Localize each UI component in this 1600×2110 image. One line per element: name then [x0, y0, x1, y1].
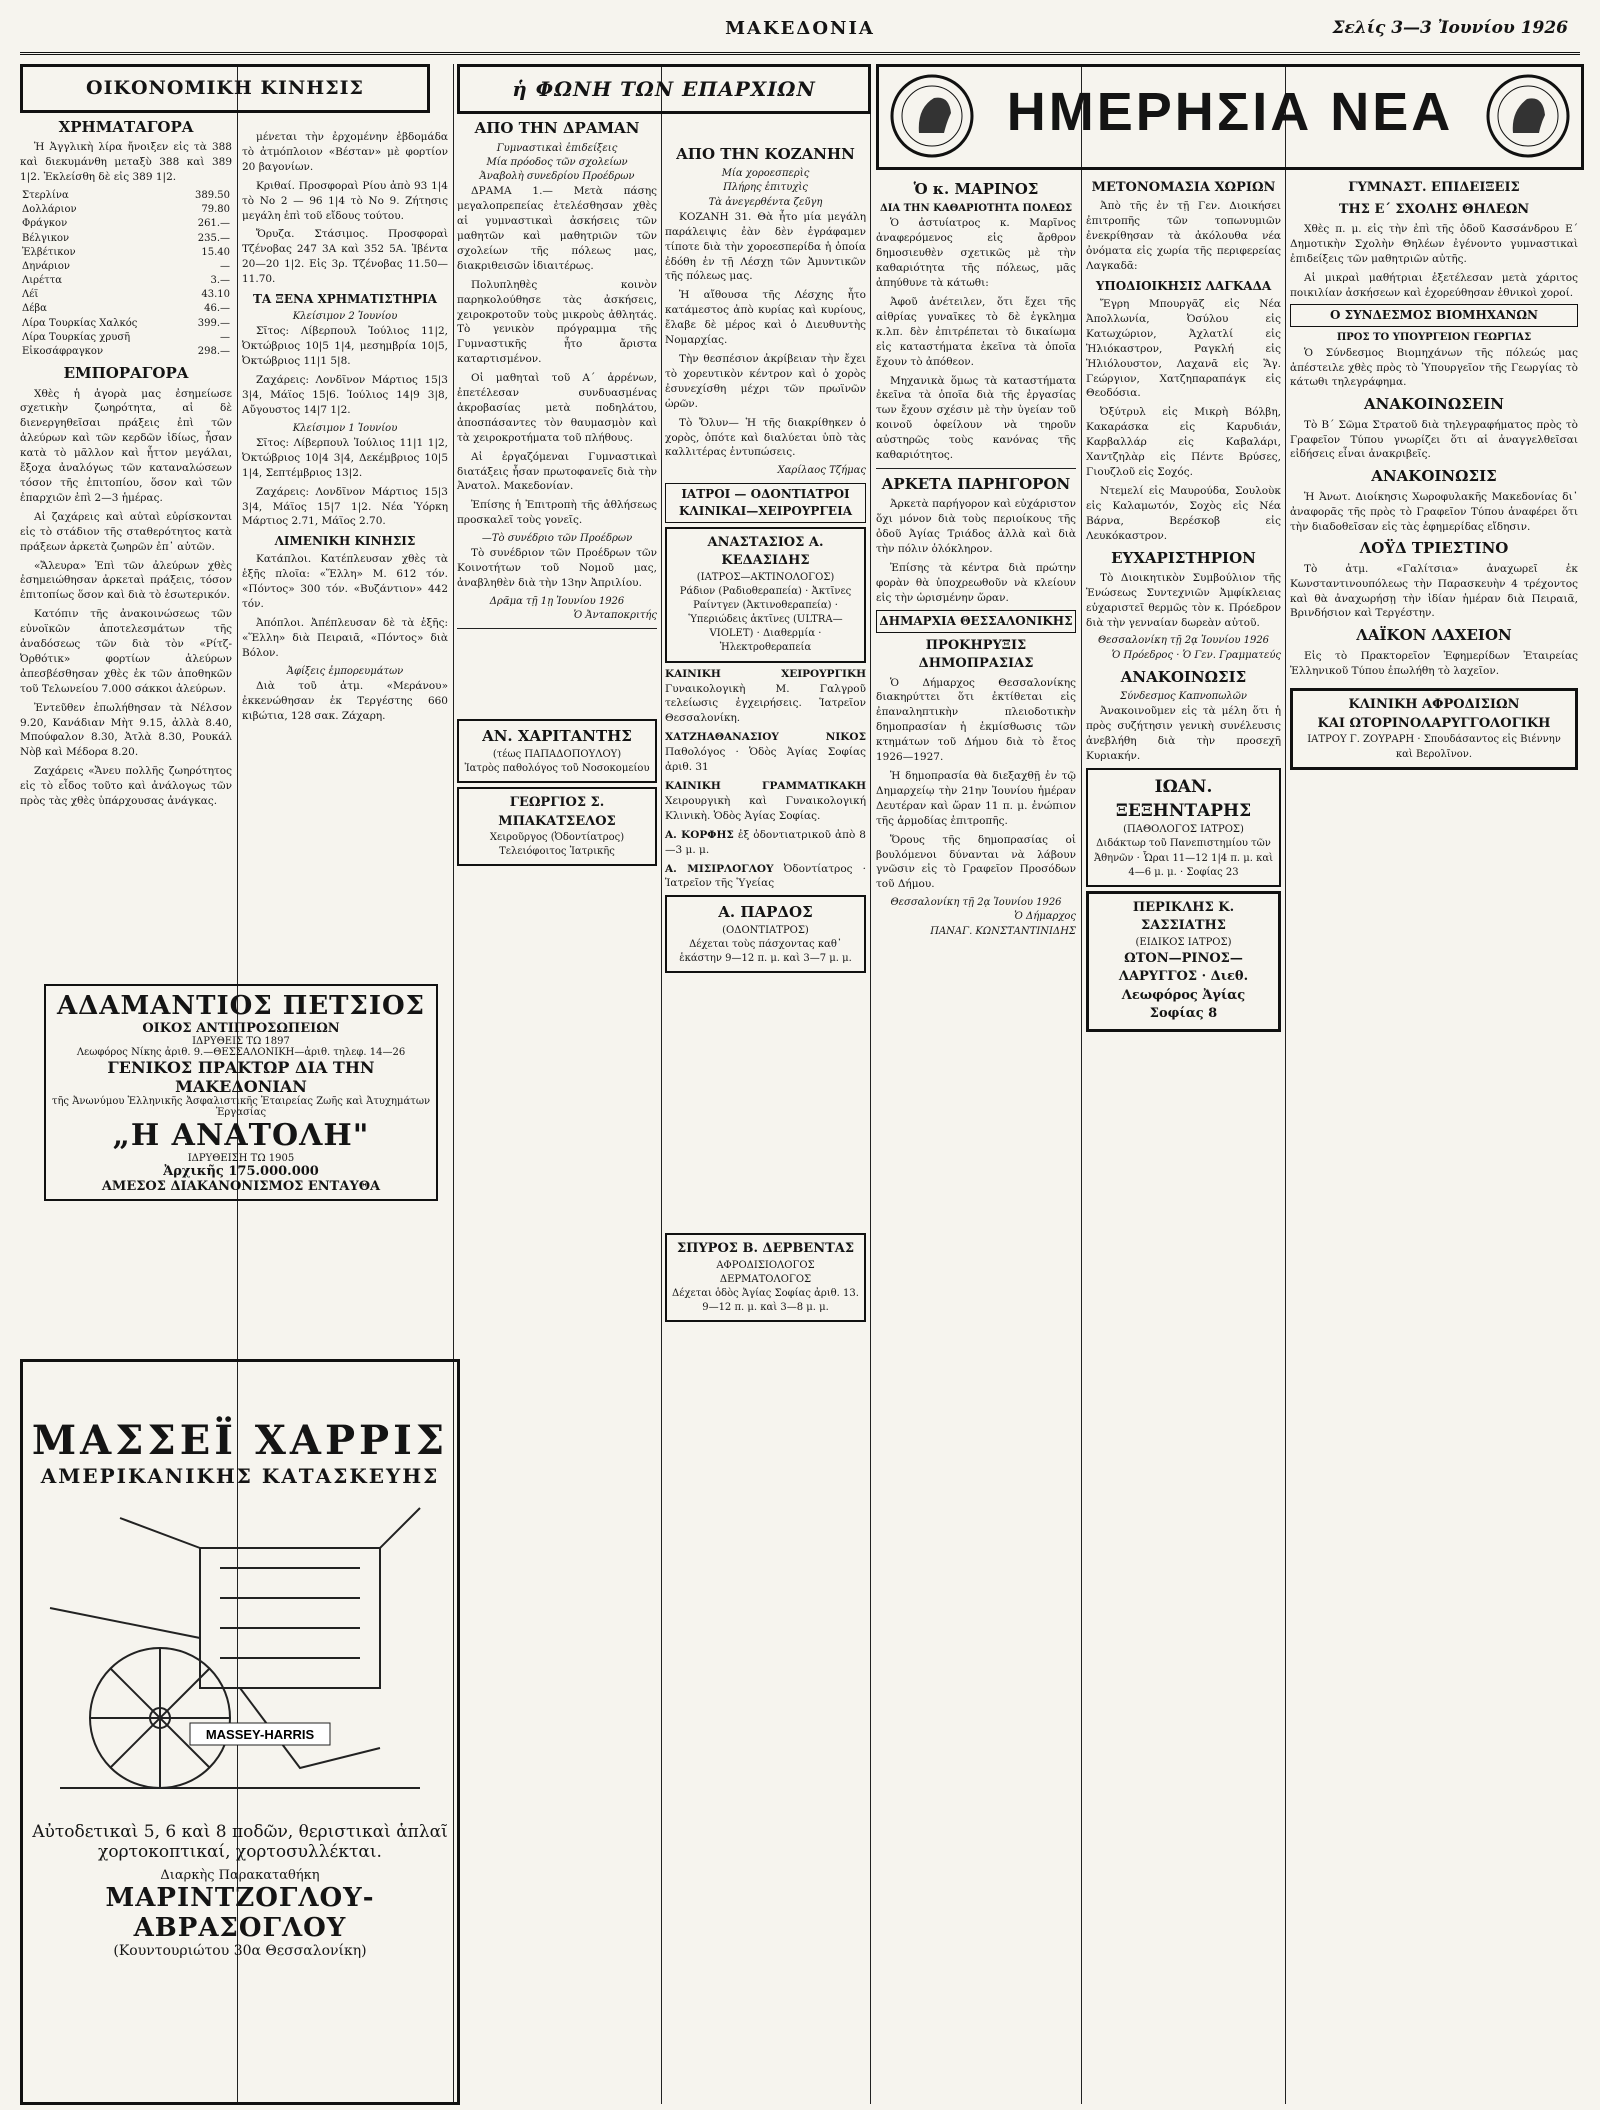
subheading: Κλείσιμον 1 Ἰουνίου [292, 422, 398, 434]
dateline: Δρᾶμα τῇ 1ῃ Ἰουνίου 1926 [489, 596, 625, 608]
article-paragraph: Ἡ δημοπρασία θὰ διεξαχθῇ ἐν τῷ Δημαρχείῳ τὴν 21ην Ἰουνίου ἡμέραν Δευτέραν καὶ ὥραν 11 π. μ. ἐνώπιον τῆς ἁρμοδίας ἐπιτροπῆς. [876, 770, 1076, 827]
ad-line: (ΠΑΘΟΛΟΓΟΣ ΙΑΤΡΟΣ) [1123, 824, 1244, 836]
exchange-rate-row [20, 217, 232, 231]
article-paragraph: Ντεμελί εἰς Μαυρούδα, Σουλοὺκ εἰς Καλαμωτόν, Σοχὸς εἰς Νέα Βάρνα, Βερέσκοβ εἰς Λευκόκαστρον. [1086, 484, 1281, 542]
subheading: Ἀφίξεις ἐμπορευμάτων [286, 665, 404, 677]
exchange-rate-row [20, 274, 232, 288]
ad-line: (τέως ΠΑΠΑΔΟΠΟΥΛΟΥ) [492, 748, 622, 760]
article-paragraph: Ἀνακοινοῦμεν εἰς τὰ μέλη ὅτι ἡ πρὸς συζήτησιν γενικὴ συνέλευσις ἀνεβλήθη διὰ τὴν προσεχῆ Κυριακήν. [1086, 705, 1281, 763]
article-paragraph: Τὴν θεσπέσιον ἀκρίβειαν τὴν ἔχει τὸ χορευτικὸν κέντρον καὶ ὁ χορὸς ἐσυνεχίσθη μέχρι τῶν πρωϊνῶν ὡρῶν. [665, 353, 866, 410]
currency-name: Δολλάριον [22, 204, 77, 216]
ad-line: Ράδιον (Ραδιοθεραπεία) · Ἀκτῖνες Ραίντγεν (Ἀκτινοθεραπεία) · Ὑπεριώδεις ἀκτῖνες (ULTRA—VIOLET) · Διαθερμία · Ἠλεκτροθεραπεία [679, 585, 852, 654]
article-paragraph: Ἀρκετὰ παρήγορον καὶ εὐχάριστον ὅχι μόνον διὰ τοὺς περιοίκους τῆς ὁδοῦ Ἀγίας Τριάδος ἀλλὰ καὶ διὰ τὴν πόλιν ὁλόκληρον. [876, 498, 1076, 555]
currency-rate: 261.— [197, 218, 230, 230]
headline-commodity-market: ΕΜΠΟΡΑΓΟΡΑ [63, 364, 189, 383]
bullet: Μία πρόοδος τῶν σχολείων [486, 156, 628, 168]
ad-line: Δέχεται ὁδὸς Ἀγίας Σοφίας ἀριθ. 13. 9—12 π. μ. καὶ 3—8 μ. μ. [672, 1288, 859, 1314]
ad-line: Διαρκὴς Παρακαταθήκη [160, 1868, 320, 1883]
ad-title: ΠΕΡΙΚΛΗΣ Κ. ΣΑΣΣΙΑΤΗΣ [1132, 899, 1235, 934]
masthead-title: ΜΑΚΕΔΟΝΙΑ [725, 18, 875, 39]
ad-doctor [665, 895, 866, 973]
article-paragraph: Ὀξύτρυλ εἰς Μικρὴ Βόλβη, Κακαράσκα εἰς Καρυδιάν, Καρβαλλάρ εἰς Καβαλάρι, Χαντζηλὰρ εἰς Πέντε Βρύσες, Γιουζλοῦ εἰς Σοχός. [1086, 406, 1281, 478]
signature: Ὁ Δήμαρχος [1014, 911, 1076, 923]
dateline: Θεσσαλονίκη τῇ 2ᾳ Ἰουνίου 1926 [890, 897, 1062, 909]
ad-line: ΟΙΚΟΣ ΑΝΤΙΠΡΟΣΩΠΕΙΩΝ [142, 1021, 340, 1036]
article-paragraph: Αἱ ἐργαζόμεναι Γυμναστικαὶ διατάξεις ἦσαν πρωτοφανεῖς διὰ τὴν Ἀνατολ. Μακεδονίαν. [457, 450, 657, 493]
article-paragraph: Πολυπληθὲς κοινὸν παρηκολούθησε τὰς ἀσκήσεις, χειροκροτοῦν τοὺς μικροὺς ἀθλητάς. Τὸ γενικὸν πρόγραμμα τῆς Γυμναστικῆς ἦτο ἄριστα καταρτισμένον. [457, 278, 657, 366]
ad-listing: ΚΑΙΝΙΚΗ ΓΡΑΜΜΑΤΙΚΑΚΗ Χειρουργικὴ καὶ Γυναικολογική Κλινικὴ. Ὁδὸς Ἀγίας Σοφίας. [665, 779, 866, 822]
article-paragraph: μένεται τὴν ἐρχομένην ἑβδομάδα τὸ ἀτμόπλοιον «Βέσταν» μὲ φορτίον 20 βαγονίων. [242, 131, 448, 173]
masthead-date: Σελίς 3—3 Ἰουνίου 1926 [1332, 18, 1568, 38]
column-rule [1081, 64, 1082, 2104]
ad-line: ΓΕΝΙΚΟΣ ΠΡΑΚΤΩΡ ΔΙΑ ΤΗΝ ΜΑΚΕΔΟΝΙΑΝ [107, 1058, 375, 1096]
article-paragraph: Αἱ ζαχάρεις καὶ αὐταὶ εὐρίσκονται εἰς τὸ στάδιον τῆς σταθερότητος κατὰ πράξεων ἀρκετὰ ζωηρῶν ἐπ᾿ αὐτῶν. [20, 510, 232, 553]
ad-title: ΑΔΑΜΑΝΤΙΟΣ ΠΕΤΣΙΟΣ [56, 991, 426, 1021]
column-6 [1086, 175, 1281, 1036]
section-header-economic: ΟΙΚΟΝΟΜΙΚΗ ΚΙΝΗΣΙΣ [20, 64, 430, 113]
headline-industrialists: Ο ΣΥΝΔΕΣΜΟΣ ΒΙΟΜΗΧΑΝΩΝ [1290, 304, 1578, 327]
currency-rate: 3.— [210, 275, 230, 287]
article-paragraph: Χθὲς π. μ. εἰς τὴν ἐπὶ τῆς ὁδοῦ Κασσάνδρου Ε΄ Δημοτικὴν Σχολὴν Θηλέων ἐγένοντο γυμναστικαὶ ἐπιδείξεις τῶν μαθητριῶν αὐτῆς. [1290, 222, 1578, 265]
ad-line: Αὐτοδετικαὶ 5, 6 καὶ 8 ποδῶν, θεριστικαὶ ἁπλαῖ [32, 1822, 448, 1842]
ad-subtitle: ΑΜΕΡΙΚΑΝΙΚΗΣ ΚΑΤΑΣΚΕΥΗΣ [40, 1464, 440, 1488]
harvester-illustration [40, 1488, 440, 1818]
signature: Ὁ Ἀνταποκριτής [573, 610, 657, 622]
article-paragraph: «Ἄλευρα» Ἐπὶ τῶν ἀλεύρων χθὲς ἐσημειώθησαν ἀρκεταὶ πράξεις, τόσον ἐπιτοπίως ὅσον καὶ διὰ τὸ ἐσωτερικόν. [20, 559, 232, 602]
headline-comforting: ΑΡΚΕΤΑ ΠΑΡΗΓΟΡΟΝ [881, 474, 1071, 493]
ad-title: ΙΩΑΝ. ΞΕΞΗΝΤΑΡΗΣ [1115, 776, 1252, 822]
ad-line: τῆς Ἀνωνύμου Ἑλληνικῆς Ἀσφαλιστικῆς Ἑταιρείας Ζωῆς καὶ Ἀτυχημάτων Ἐργασίας [51, 1096, 431, 1118]
currency-name: Βέλγικον [22, 232, 70, 244]
ad-address: (Κουντουριώτου 30α Θεσσαλονίκη) [113, 1943, 367, 1959]
currency-rate: — [220, 331, 230, 343]
exchange-rate-row [20, 203, 232, 217]
ad-doctor [665, 527, 866, 663]
article-paragraph: ΚΟΖΑΝΗ 31. Θὰ ἦτο μία μεγάλη παράλειψις ἐὰν δὲν ἐγράφαμεν τίποτε διὰ τὴν χοροεσπερίδα ἡ ὁποία ἐδόθη ἐν τῇ Λέσχῃ τῶν Ἀμυντικῶν τῆς πόλεως μας. [665, 210, 866, 283]
currency-name: Λίρα Τουρκίας χρυσῆ [22, 331, 131, 343]
article-paragraph: Μηχανικὰ ὅμως τὰ καταστήματα ἐκεῖνα τὰ ὁποῖα διὰ τῆς ἐργασίας των ἔχουν σχέσιν μὲ τὴν ὑγείαν τοῦ κοινοῦ ὀφείλουν νὰ τηροῦν αὐστηρῶς τοὺς κανόνας τῆς καθαριότητος. [876, 374, 1076, 462]
ad-doctor [1086, 768, 1281, 887]
currency-name: Στερλίνα [22, 189, 69, 201]
daily-news-banner [876, 64, 1584, 170]
ad-line: ΑΦΡΟΔΙΣΙΟΛΟΓΟΣ ΔΕΡΜΑΤΟΛΟΓΟΣ [716, 1259, 815, 1285]
ad-line: Χειροῦργος (Ὀδοντίατρος) [489, 832, 625, 844]
currency-rate: 46.— [204, 303, 230, 315]
currency-name: Ἐλβέτικον [22, 246, 76, 258]
headline-langadas: ΥΠΟΔΙΟΙΚΗΣΙΣ ΛΑΓΚΑΔΑ [1095, 278, 1272, 293]
ad-doctor [1086, 891, 1281, 1032]
article-paragraph: Ἡ αἴθουσα τῆς Λέσχης ἦτο κατάμεστος ἀπὸ κυρίας καὶ κυρίους, ἔλαβε δὲ μέρος καὶ ὁ Διευθυντὴς Νομαρχίας. [665, 289, 866, 347]
column-5 [876, 175, 1076, 939]
currency-rate: 79.80 [201, 204, 230, 216]
ad-doctor [665, 1233, 866, 1322]
article-paragraph: Τὸ Διοικητικὸν Συμβούλιον τῆς Ἑνώσεως Συντεχνιῶν Ἀμφίκλειας εὐχαριστεῖ θερμῶς τὸν κ. Πρόεδρον διὰ τὴν γενναίαν δωρεὰν αὐτοῦ. [1086, 571, 1281, 629]
article-paragraph: Διὰ τοῦ ἀτμ. «Μεράνου» ἐκκενώθησαν ἐκ Τεργέστης 660 κιβώτια, 128 σακ. Ζάχαρη. [242, 679, 448, 722]
currency-name: Φράγκον [22, 218, 68, 230]
currency-rate: 15.40 [201, 246, 230, 258]
ad-doctor [457, 719, 657, 783]
headline-foreign-exchanges: ΤΑ ΞΕΝΑ ΧΡΗΜΑΤΙΣΤΗΡΙΑ [253, 292, 437, 307]
ad-listing: ΧΑΤΖΗΑΘΑΝΑΣΙΟΥ ΝΙΚΟΣ Παθολόγος · Ὁδὸς Ἀγίας Σοφίας ἀριθ. 31 [665, 731, 866, 774]
section-header-daily-news: ΗΜΕΡΗΣΙΑ ΝΕΑ [1006, 82, 1454, 142]
currency-rate: — [220, 260, 230, 272]
headline-announcement: ΑΝΑΚΟΙΝΩΣΙΣ [1371, 467, 1497, 486]
coin-portrait-icon [889, 73, 975, 159]
subheading: —Τὸ συνέδριο τῶν Προέδρων [481, 533, 633, 545]
ad-listing: ΚΑΙΝΙΚΗ ΧΕΙΡΟΥΡΓΙΚΗ Γυναικολογικὴ Μ. Γαλγροῦ τελείωσις ἐγχειρήσεις. Ἱατρεῖον Θεσσαλονίκη. [665, 667, 866, 725]
currency-rate: 298.— [197, 346, 230, 358]
signature: Χαρίλαος Τζήμας [777, 465, 866, 477]
headline-money-market: ΧΡΗΜΑΤΑΓΟΡΑ [58, 117, 194, 136]
headline-drama: ΑΠΟ ΤΗΝ ΔΡΑΜΑΝ [474, 119, 640, 138]
exchange-rate-row [20, 288, 232, 302]
exchange-rate-row [20, 232, 232, 246]
exchange-rate-row [20, 345, 232, 359]
exchange-rate-row [20, 246, 232, 260]
headline-kozani: ΑΠΟ ΤΗΝ ΚΟΖΑΝΗΝ [676, 145, 855, 163]
article-paragraph: Ἀπόπλοι. Ἀπέπλευσαν δὲ τὰ ἑξῆς: «Ἕλλη» διὰ Πειραιᾶ, «Πόντος» διὰ Βόλον. [242, 617, 448, 659]
doctors-section-header: ΙΑΤΡΟΙ — ΟΔΟΝΤΙΑΤΡΟΙ ΚΛΙΝΙΚΑΙ—ΧΕΙΡΟΥΡΓΕΙΑ [665, 483, 866, 523]
ad-title: ΓΕΩΡΓΙΟΣ Σ. ΜΠΑΚΑΤΣΕΛΟΣ [498, 795, 616, 829]
article-paragraph: Ἐντεῦθεν ἐπωλήθησαν τὰ Νέλσον 9.20, Κανάδιαν Μὴτ 9.15, ἀλλὰ 8.40, Μπούφαλον 8.30, Ἀτλὰ 8.30, Ρουκάλ Νὸβ καὶ Μέδορα 8.20. [20, 701, 232, 759]
ad-dealer: ΜΑΡΙΝΤΖΟΓΛΟΥ-ΑΒΡΑΣΟΓΛΟΥ [105, 1883, 375, 1943]
signature: Ὁ Πρόεδρος · Ὁ Γεν. Γραμματεύς [1111, 649, 1281, 661]
ad-line: (ΕΙΔΙΚΟΣ ΙΑΤΡΟΣ) [1135, 936, 1232, 948]
headline-lloyd: ΛΟΫΔ ΤΡΙΕΣΤΙΝΟ [1359, 539, 1509, 558]
subheading: ΔΙΑ ΤΗΝ ΚΑΘΑΡΙΟΤΗΤΑ ΠΟΛΕΩΣ [879, 203, 1073, 215]
ad-line: (ΙΑΤΡΟΣ—ΑΚΤΙΝΟΛΟΓΟΣ) [696, 571, 835, 583]
exchange-rate-row [20, 189, 232, 203]
bullet: Τὰ ἀνεγερθέντα ζεῦγη [708, 196, 823, 208]
ad-line: ΑΜΕΣΟΣ ΔΙΑΚΑΝΟΝΙΣΜΟΣ ΕΝΤΑΥΘΑ [101, 1179, 381, 1194]
ad-petsios [44, 984, 438, 1201]
currency-name: Λίρα Τουρκίας Χαλκός [22, 317, 138, 329]
ad-line: Ἰατρὸς παθολόγος τοῦ Νοσοκομείου [464, 762, 650, 774]
ad-line: Διδάκτωρ τοῦ Πανεπιστημίου τῶν Ἀθηνῶν · Ὧραι 11—12 1|4 π. μ. καὶ 4—6 μ. μ. · Σοφίας 23 [1093, 838, 1274, 878]
subheading: Κλείσιμον 2 Ἰουνίου [292, 311, 398, 323]
ad-title: ΜΑΣΣΕΪ ΧΑΡΡΙΣ [31, 1417, 449, 1464]
article-paragraph: Ἐπίσης τὰ κέντρα διὰ πρώτην φορὰν θὰ ὑποχρεωθοῦν νὰ κλείουν εἰς τὴν ὡρισμένην ὥραν. [876, 561, 1076, 604]
ad-line: (ΟΔΟΝΤΙΑΤΡΟΣ) [722, 924, 809, 936]
article-paragraph: Ὅρους τῆς δημοπρασίας οἱ βουλόμενοι δύνανται νὰ λάβουν γνῶσιν εἰς τὸ Γραφεῖον Προσόδων τοῦ Δήμου. [876, 833, 1076, 891]
article-paragraph: Ἀφοῦ ἀνέτειλεν, ὅτι ἔχει τῆς αἰθρίας γυναῖκες τὸ δὲ ἐγκλημα κ.λπ. δὲν ἐπιτρέπεται τὸ δικαίωμα εἰς καταστήματα ἐκεῖνα τὰ ὁποῖα ἔχουν τὸ ἀπόθεον. [876, 296, 1076, 368]
article-paragraph: Ἡ Ἀνωτ. Διοίκησις Χωροφυλακῆς Μακεδονίας δι᾿ ἀναφορᾶς τῆς πρὸς τὸ Γραφεῖον Τύπου ἀναφέρει ὅτι τὴν διαδοθεῖσαν εἰς τὰς ἐφημερίδας εἴδησιν. [1290, 490, 1578, 533]
ad-line: ΚΑΙ ΩΤΟΡΙΝΟΛΑΡΥΓΓΟΛΟΓΙΚΗ [1317, 715, 1551, 731]
section-header-provinces: ἡ ΦΩΝΗ ΤΩΝ ΕΠΑΡΧΙΩΝ [457, 64, 871, 114]
headline-renaming-villages: ΜΕΤΟΝΟΜΑΣΙΑ ΧΩΡΙΩΝ [1091, 180, 1276, 195]
ad-listing: Α. ΜΙΣΙΡΛΟΓΛΟΥ Ὀδοντίατρος · Ἱατρεῖον τῆς Ὑγείας [665, 862, 867, 890]
article-paragraph: Ἔγρη Μπουργᾶζ εἰς Νέα Ἀπολλωνία, Ὀσύλου εἰς Κατωχώριον, Ἀχλατλί εἰς Ἡλιόκαστρον, Ραγκλή εἰς Ἡλιόλουστον, Λαχανᾶ εἰς Ἅγ. Γεώργιον, Χατζηπαραπάγκ εἰς Θεοδόσια. [1086, 298, 1281, 400]
article-paragraph: Ζαχάρεις: Λονδῖνον Μάρτιος 15|3 3|4, Μάϊος 15|7 1|2. Νέα Ὑόρκη Μάρτιος 2.71, Μάϊος 2.70. [242, 485, 448, 528]
subheading: Σύνδεσμος Καπνοπωλῶν [1120, 691, 1247, 703]
headline-thanks: ΕΥΧΑΡΙΣΤΗΡΙΟΝ [1111, 548, 1256, 567]
currency-name: Λιρέττα [22, 275, 63, 287]
headline-announcements: ΑΝΑΚΟΙΝΩΣΕΙΝ [1364, 395, 1504, 414]
article-paragraph: Ἀπὸ τῆς ἐν τῇ Γεν. Διοικήσει ἐπιτροπῆς τῶν τοπωνυμιῶν ἐνεκρίθησαν τὰ ἀκόλουθα νέα ὀνόματα εἰς χωρία τῆς περιφερείας Λαγκαδᾶ: [1086, 200, 1281, 273]
exchange-rate-row [20, 260, 232, 274]
ad-listing: Α. ΚΟΡΦΗΣ ἐξ ὀδοντιατρικοῦ ἀπὸ 8—3 μ. μ. [665, 828, 866, 856]
ad-line: ΙΔΡΥΘΕΙΣ ΤΩ 1897 [192, 1036, 290, 1047]
exchange-rate-row [20, 331, 232, 345]
headline-lottery: ΛΑΪΚΟΝ ΛΑΧΕΙΟΝ [1356, 626, 1512, 645]
bullet: Μία χοροεσπερὶς [721, 168, 810, 180]
exchange-rates-table [20, 189, 232, 359]
article-paragraph: Ὁ Σύνδεσμος Βιομηχάνων τῆς πόλεώς μας ἀπέστειλε χθὲς πρὸς τὸ Ὑπουργεῖον τῆς Γεωργίας τὸ κάτωθι τηλεγράφημα. [1290, 346, 1578, 389]
bullet: Ἀναβολὴ συνεδρίου Προέδρων [479, 171, 635, 183]
ad-line: ΙΔΡΥΘΕΙΣΗ ΤΩ 1905 [187, 1153, 295, 1164]
ad-line: ΩΤΟΝ—ΡΙΝΟΣ—ΛΑΡΥΓΓΟΣ · Διεθ. Λεωφόρος Ἀγίας Σοφίας 8 [1118, 951, 1249, 1022]
subheading: ΠΡΟΣ ΤΟ ΥΠΟΥΡΓΕΙΟΝ ΓΕΩΡΓΙΑΣ [1336, 332, 1532, 344]
column-2 [242, 130, 448, 728]
currency-rate: 43.10 [201, 289, 230, 301]
column-7 [1290, 175, 1578, 774]
article-paragraph: Ζαχάρεις: Λονδῖνον Μάρτιος 15|3 3|4, Μάϊος 15|6. Ἰούλιος 14|9 3|8, Αὔγουστος 14|7 1|2. [242, 374, 448, 416]
currency-rate: 389.50 [195, 189, 230, 201]
headline-port-movement: ΛΙΜΕΝΙΚΗ ΚΙΝΗΣΙΣ [274, 534, 416, 549]
article-paragraph: Τὸ Β΄ Σῶμα Στρατοῦ διὰ τηλεγραφήματος πρὸς τὸ Γραφεῖον Τύπου γνωρίζει ὅτι αἱ ἀναγγελθεῖσαι εἰδήσεις εἶναι ἀνακριβεῖς. [1290, 418, 1578, 461]
article-paragraph: Τὸ Ὄλυν— Ἡ τῆς διακρίθηκεν ὁ χορὸς, ὁπότε καὶ διαλύεται ὑπὸ τὰς καλλιτέρας ἐντυπώσεις. [665, 416, 866, 459]
ad-line: Δέχεται τοὺς πάσχοντας καθ᾿ ἑκάστην 9—12 π. μ. καὶ 3—7 μ. μ. [679, 938, 852, 964]
currency-rate: 235.— [197, 232, 230, 244]
article-paragraph: Ὁ ἀστυίατρος κ. Μαρῖνος ἀναφερόμενος εἰς ἄρθρον δημοσιευθὲν σχετικῶς μὲ τὴν καθαριότητα τῆς πόλεως, μᾶς ἀπηύθυνε τὰ κάτωθι: [876, 217, 1076, 290]
column-4 [665, 140, 866, 1326]
currency-name: Δηνάριον [22, 260, 70, 272]
article-paragraph: Κριθαί. Προσφοραὶ Ρίου ἀπὸ 93 1|4 τὸ Νο 2 — 96 1|4 τὸ Νο 9. Ζήτησις μεγάλη ἐπὶ τοῦ εἴδους τούτου. [242, 179, 448, 222]
dateline: Θεσσαλονίκη τῇ 2ᾳ Ἰουνίου 1926 [1097, 635, 1270, 647]
article-paragraph: Ζαχάρεις «Ἄνευ πολλῆς ζωηρότητος εἰς τὸ εἶδος τοῦτο καὶ ἀνάλογως τῶν πρὸς τὰς χθὲς ὑπάρχουσας ἀνάγκας. [20, 765, 232, 808]
ad-line: χορτοκοπτικαί, χορτοσυλλέκται. [98, 1842, 382, 1862]
column-rule [661, 64, 662, 2104]
article-paragraph: Εἰς τὸ Πρακτορεῖον Ἐφημερίδων Ἐταιρείας Ἑλληνικοῦ Τύπου ἐπωλήθη τὸ λαχεῖον. [1290, 649, 1578, 677]
article-paragraph: Ὁ Δήμαρχος Θεσσαλονίκης διακηρύττει ὅτι ἐκτίθεται εἰς ἐπαναληπτικὴν πλειοδοτικὴν δημοπρασίαν ἡ ἐκμίσθωσις τῶν κτημάτων τοῦ Δήμου διὰ τὸ ἔτος 1926—1927. [876, 676, 1076, 764]
brand-plate: MASSEY-HARRIS [205, 1727, 315, 1742]
article-paragraph: Κατάπλοι. Κατέπλευσαν χθὲς τὰ ἑξῆς πλοῖα: «Ἕλλη» Μ. 612 τόν. «Πόντος» 300 τόν. «Βυζάντιον» 442 τόν. [242, 553, 448, 611]
ad-clinic [1290, 688, 1578, 769]
bullet: Πλήρης ἐπιτυχὶς [723, 182, 808, 194]
article-paragraph: ΔΡΑΜΑ 1.— Μετὰ πάσης μεγαλοπρεπείας ἐτελέσθησαν χθὲς αἱ γυμναστικαὶ ἀσκήσεις τῶν μαθητῶν καὶ μαθητριῶν τῶν σχολείων τῆς πόλεως μας, διακριθεισῶν ἰδιαιτέρως. [457, 185, 657, 272]
currency-rate: 399.— [197, 317, 230, 329]
article-paragraph: Ἐπίσης ἡ Ἐπιτροπὴ τῆς ἀθλήσεως προσκαλεῖ τοὺς γονεῖς. [457, 499, 657, 527]
signature: ΠΑΝΑΓ. ΚΩΝΣΤΑΝΤΙΝΙΔΗΣ [930, 925, 1076, 937]
ad-title: Α. ΠΑΡΔΟΣ [718, 903, 813, 922]
article-paragraph: Χθὲς ἡ ἀγορὰ μας ἐσημείωσε σχετικὴν ζωηρότητα, αἱ δὲ διενεργηθεῖσαι πράξεις ἐπὶ τῶν ἀλεύρων καὶ τῶν κερδῶν ἰδίως, ἦσαν κατὰ τὸ μᾶλλον καὶ ἧττον μεγάλαι, ἔξοχα ἀναλόγως τῶν καταναλώσεων τόσον τῆς ἐπιτοπίου, ὅσον καὶ τῶν ἐπαρχιῶν ἐπὶ 2—3 ἡμέρας. [20, 387, 232, 504]
currency-name: Λέϊ [22, 289, 39, 301]
article-paragraph: Σῖτος: Λίβερπουλ Ἰούλιος 11|2, Ὀκτώβριος 10|5 1|4, μεσημβρία 10|5, Ὀκτώβριος 11|1 5|8. [242, 325, 448, 368]
article-paragraph: Ἡ Ἀγγλικὴ λίρα ἤνοιξεν εἰς τὰ 388 καὶ διεκυμάνθη μεταξὺ 388 καὶ 389 1|2. Ἐκλείσθη δὲ εἰς 389 1|2. [20, 141, 232, 184]
masthead [20, 14, 1580, 55]
exchange-rate-row [20, 317, 232, 331]
article-paragraph: Οἱ μαθηταὶ τοῦ Α΄ ἀρρένων, ἐπετέλεσαν συνδυασμένας ἀκροβασίας μετὰ ποδηλάτου, ἀποσπάσαντες τὸν θαυμασμὸν καὶ τὰ χειροκροτήματα τοῦ πλήθους. [457, 372, 657, 444]
ad-line: Τελειόφοιτος Ἰατρικῆς [499, 846, 615, 858]
headline-announcement: ΑΝΑΚΟΙΝΩΣΙΣ [1120, 667, 1247, 686]
ad-massey-harris [20, 1359, 460, 2105]
exchange-rate-row [20, 302, 232, 316]
currency-name: Δέβα [22, 303, 47, 315]
ad-doctor [457, 787, 657, 866]
headline-auction: ΠΡΟΚΗΡΥΞΙΣ ΔΗΜΟΠΡΑΣΙΑΣ [918, 637, 1034, 672]
column-rule [1285, 64, 1286, 2104]
ad-line: Ἀρχικῆς 175.000.000 [163, 1164, 319, 1179]
municipality-header: ΔΗΜΑΡΧΙΑ ΘΕΣΣΑΛΟΝΙΚΗΣ [876, 610, 1076, 633]
article-paragraph: Κατόπιν τῆς ἀνακοινώσεως τῶν εὐνοϊκῶν ἀποτελεσμάτων τῆς ἀναδόσεως τῶν διὰ τὸν «Ρίτζ-Ὀρθότικ» φορτίων ἀλεύρων ἀπεσβέσθησαν χθὲς ἐκ τῶν ἀποθηκῶν τοῦ Τελωνείου 7.000 σάκκοι ἀλεύρων. [20, 608, 232, 695]
article-paragraph: Τὸ συνέδριον τῶν Προέδρων τῶν Κοινοτήτων τοῦ Νομοῦ μας, ἀναβληθὲν διὰ τὴν 13ην Ἀπριλίου. [457, 547, 657, 590]
ad-line: Λεωφόρος Νίκης ἀριθ. 9.—ΘΕΣΣΑΛΟΝΙΚΗ—ἀριθ. τηλεφ. 14—26 [76, 1047, 406, 1058]
article-paragraph: Τὸ ἀτμ. «Γαλίτσια» ἀναχωρεῖ ἐκ Κωνσταντινουπόλεως τὴν Παρασκευὴν 4 τρέχοντος καὶ θὰ ἀναχωρήσῃ τὴν ἰδίαν ἡμέραν διὰ Πειραιᾶ, Βρινδήσιον καὶ Τεργέστην. [1290, 562, 1578, 620]
article-paragraph: Αἱ μικραὶ μαθήτριαι ἐξετέλεσαν μετὰ χάριτος ποικιλίαν ἀσκήσεων καὶ ἐχορεύθησαν ἐθνικοὶ χοροί. [1290, 271, 1578, 299]
ad-line: ΙΑΤΡΟΥ Γ. ΖΟΥΡΑΡΗ · Σπουδάσαντος εἰς Βιέννην καὶ Βερολῖνον. [1307, 734, 1561, 760]
article-paragraph: Ὄρυζα. Στάσιμος. Προσφοραὶ Τζένοβας 247 3Α καὶ 352 5Α. Ἰβέντα 20—20 1|2. Εἰς 3ρ. Τζένοβας 11.50—11.70. [242, 228, 448, 286]
bullet: Γυμναστικαὶ ἐπιδείξεις [496, 142, 618, 154]
ad-title: ΣΠΥΡΟΣ Β. ΔΕΡΒΕΝΤΑΣ [676, 1241, 855, 1257]
coin-portrait-icon [1485, 73, 1571, 159]
ad-title: ΑΝ. ΧΑΡΙΤΑΝΤΗΣ [482, 727, 632, 746]
article-paragraph: Σῖτος: Λίβερπουλ Ἰούλιος 11|1 1|2, Ὀκτώβριος 10|4 3|4, Δεκέμβριος 10|5 1|4, Σεπτέμβριος 13|2. [242, 436, 448, 479]
currency-name: Εἰκοσάφραγκον [22, 346, 104, 358]
headline-marinos: Ὁ κ. ΜΑΡΙΝΟΣ [913, 180, 1039, 198]
column-rule [870, 64, 871, 2104]
ad-title: ΚΛΙΝΙΚΗ ΑΦΡΟΔΙΣΙΩΝ [1348, 697, 1520, 713]
ad-title: ΑΝΑΣΤΑΣΙΟΣ Α. ΚΕΔΑΣΙΔΗΣ [707, 534, 824, 569]
headline-gymnastics-sub: ΤΗΣ Ε΄ ΣΧΟΛΗΣ ΘΗΛΕΩΝ [1338, 202, 1530, 218]
ad-company-name: „Η ΑΝΑΤΟΛΗ" [112, 1118, 370, 1153]
headline-gymnastics: ΓΥΜΝΑΣΤ. ΕΠΙΔΕΙΞΕΙΣ [1348, 180, 1520, 195]
